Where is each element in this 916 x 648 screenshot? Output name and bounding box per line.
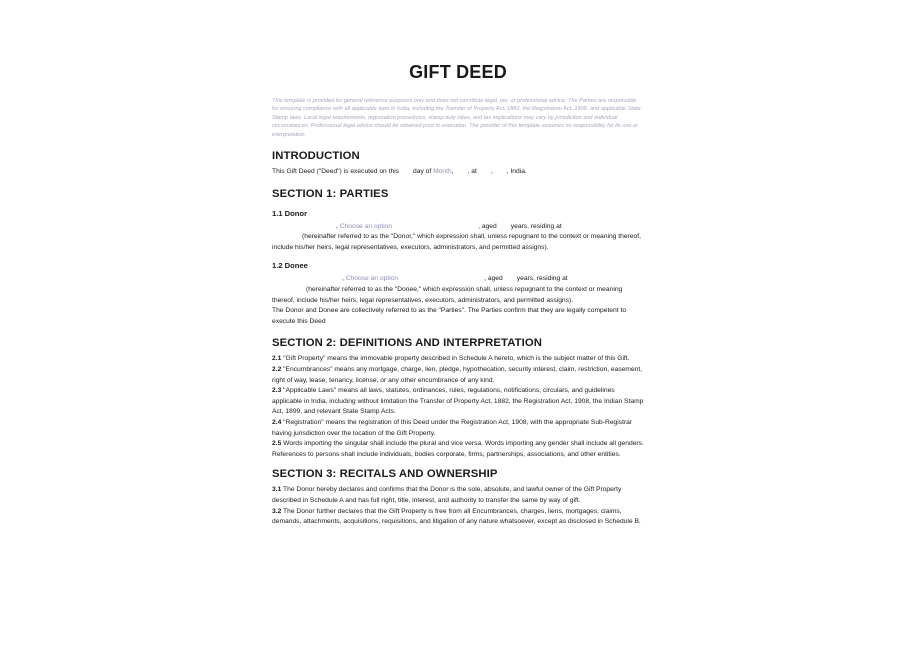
definition-text: Words importing the singular shall include the plural and vice versa. Words importing any gender shall include all genders. References to persons shall include individuals, bodies corporate, firms, partnerships, associations, and other entities. <box>272 440 644 458</box>
donee-aged: , aged <box>484 275 503 283</box>
donee-rest: (hereinafter referred to as the "Donee," which expression shall, unless repugnant to the context or meaning thereof, include his/her heirs, legal representatives, executors, administrators, and permitted assigns). <box>272 286 623 304</box>
recital-item <box>272 507 644 528</box>
section-1-heading: SECTION 1: PARTIES <box>272 187 389 200</box>
donee-option-field[interactable]: Choose an option <box>345 275 399 283</box>
definition-number: 2.2 <box>272 365 282 373</box>
definition-text: "Gift Property" means the immovable property described in Schedule A hereto, which is the subject matter of this Gift. <box>281 355 630 363</box>
donor-paragraph <box>272 222 644 254</box>
donor-aged: , aged <box>478 222 497 230</box>
recitals-list <box>272 485 644 527</box>
intro-text-6: , India. <box>506 168 527 176</box>
definition-text: "Encumbrances" means any mortgage, charge, lien, pledge, hypothecation, security interest, claim, restriction, easement, right of way, lease, tenancy, license, or any other encumbrance of any kind. <box>272 365 643 384</box>
introduction-heading: INTRODUCTION <box>272 150 360 163</box>
recital-number: 3.1 <box>272 486 282 494</box>
section-3-heading: SECTION 3: RECITALS AND OWNERSHIP <box>272 468 498 481</box>
intro-text-3: , <box>451 168 454 176</box>
donee-heading: 1.2 Donee <box>272 261 308 271</box>
donor-years: years, residing at <box>510 222 562 230</box>
recital-item <box>272 485 644 506</box>
donor-option-field[interactable]: Choose an option <box>339 222 393 230</box>
definition-number: 2.4 <box>272 418 282 426</box>
donor-rest: (hereinafter referred to as the "Donor," which expression shall, unless repugnant to the context or meaning thereof, include his/her heirs, legal representatives, executors, administrators, and permitted assigns). <box>272 233 641 251</box>
intro-text-4: , at <box>467 168 477 176</box>
definition-item <box>272 439 644 460</box>
recital-text: The Donor further declares that the Gift Property is free from all Encumbrances, charges, liens, mortgages, claims, demands, attachments, acquisitions, requisitions, and litigation of any nature whatsoever, except as disclosed in Schedule B. <box>272 507 641 526</box>
parties-paragraph: The Donor and Donee are collectively referred to as the "Parties". The Parties confirm that they are legally competent to execute this Deed <box>272 307 627 325</box>
definition-number: 2.1 <box>272 355 282 363</box>
introduction-paragraph <box>272 167 644 178</box>
definition-item <box>272 354 644 365</box>
month-field[interactable]: Month <box>433 168 452 176</box>
section-2-heading: SECTION 2: DEFINITIONS AND INTERPRETATION <box>272 337 543 350</box>
intro-text-1: This Gift Deed ("Deed") is executed on this <box>272 168 400 176</box>
recital-number: 3.2 <box>272 507 282 515</box>
intro-text-5: , <box>490 168 493 176</box>
definition-text: "Registration" means the registration of this Deed under the Registration Act, 1908, with the appropriate Sub-Registrar having jurisdiction over the location of the Gift Property. <box>272 418 633 437</box>
definition-item <box>272 386 644 418</box>
donee-paragraph <box>272 274 644 306</box>
donee-years: years, residing at <box>516 275 568 283</box>
definition-item <box>272 418 644 439</box>
donor-heading: 1.1 Donor <box>272 208 308 218</box>
intro-text-2: day of <box>413 168 432 176</box>
donor-comma: , <box>336 222 338 230</box>
definition-number: 2.5 <box>272 440 282 448</box>
document-body <box>272 62 644 528</box>
recital-text: The Donor hereby declares and confirms that the Donor is the sole, absolute, and lawful owner of the Gift Property described in Schedule A and has full right, title, interest, and authority to transfer the same by way of gift. <box>272 486 622 504</box>
document-title: GIFT DEED <box>409 62 507 82</box>
disclaimer-text: This template is provided for general reference purposes only and does not constitute legal, tax, or professional advice. The Parties are responsible for ensuring compliance with all applicable laws in India, including the Transfer of Property Act, 1882, the Registration Act, 1908, and applicable State Stamp laws. Local legal requirements, registration procedures, stamp duty rates, and tax implications may vary by jurisdiction and individual circumstances. Professional legal advice should be obtained prior to execution. The provider of this template assumes no responsibility for its use or interpretation. <box>272 98 641 138</box>
definition-item <box>272 365 644 386</box>
definition-text: "Applicable Laws" means all laws, statutes, ordinances, rules, regulations, notifications, circulars, and guidelines applicable in India, including without limitation the Transfer of Property Act, 1882, the Registration Act, 1908, the Indian Stamp Act, 1899, and relevant State Stamp Acts. <box>272 387 644 416</box>
definitions-list <box>272 354 644 460</box>
donee-comma: , <box>342 275 344 283</box>
definition-number: 2.3 <box>272 387 282 395</box>
